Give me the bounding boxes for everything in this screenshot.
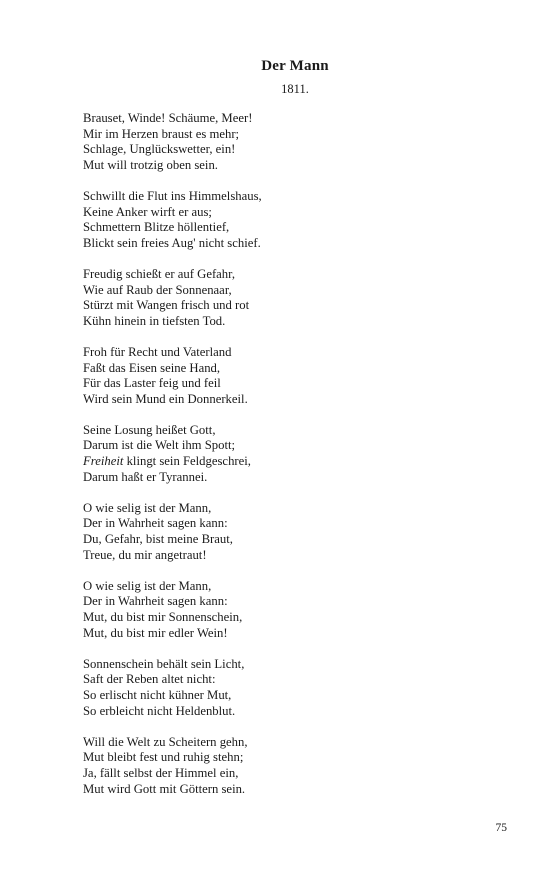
page-number: 75 [495,822,507,834]
verse-line: Schwillt die Flut ins Himmelshaus, [83,188,262,203]
stanza-1 [83,111,503,173]
verse-line: Will die Welt zu Scheitern gehn, [83,734,248,749]
stanza-3 [83,267,503,329]
emphasized-word: Freiheit [83,454,124,469]
verse-line: Wie auf Raub der Sonnenaar, [83,282,232,297]
verse-line: O wie selig ist der Mann, [83,500,212,515]
poem-body [83,111,503,813]
poem-year: 1811. [281,82,309,96]
verse-line: Kühn hinein in tiefsten Tod. [83,313,226,328]
verse-line: Sonnenschein behält sein Licht, [83,656,245,671]
verse-line: Darum haßt er Tyrannei. [83,469,208,484]
stanza-4 [83,345,503,407]
verse-line: Darum ist die Welt ihm Spott; [83,438,236,453]
verse-line: Mut, du bist mir Sonnenschein, [83,610,243,624]
verse-line: Stürzt mit Wangen frisch und rot [83,298,250,313]
stanza-5 [83,423,503,485]
verse-line: Mut will trotzig oben sein. [83,157,218,172]
verse-line: Faßt das Eisen seine Hand, [83,360,221,375]
stanza-8 [83,657,503,719]
verse-line: Blickt sein freies Aug' nicht schief. [83,235,261,250]
stanza-2 [83,189,503,251]
verse-line: Mir im Herzen braust es mehr; [83,126,240,141]
verse-line: Mut wird Gott mit Göttern sein. [83,781,246,796]
verse-line: So erbleicht nicht Heldenblut. [83,703,236,718]
verse-line: Mut bleibt fest und ruhig stehn; [83,750,244,765]
verse-line: Schlage, Unglückswetter, ein! [83,142,236,157]
verse-line: Wird sein Mund ein Donnerkeil. [83,391,248,406]
stanza-9 [83,735,503,797]
verse-line: Der in Wahrheit sagen kann: [83,594,228,609]
verse-line: Saft der Reben altet nicht: [83,672,216,687]
verse-line: So erlischt nicht kühner Mut, [83,687,232,702]
verse-line: Brauset, Winde! Schäume, Meer! [83,111,253,125]
stanza-7 [83,579,503,641]
verse-line: O wie selig ist der Mann, [83,578,212,593]
verse-line: Seine Losung heißet Gott, [83,422,216,437]
verse-line-rest: klingt sein Feldgeschrei, [123,454,251,469]
stanza-6 [83,501,503,563]
verse-line: Du, Gefahr, bist meine Braut, [83,532,233,547]
verse-line: Froh für Recht und Vaterland [83,344,232,359]
verse-line: Treue, du mir angetraut! [83,547,207,562]
verse-line: Der in Wahrheit sagen kann: [83,516,228,531]
verse-line: Schmettern Blitze höllentief, [83,220,230,235]
verse-line: Keine Anker wirft er aus; [83,204,212,219]
verse-line: Freudig schießt er auf Gefahr, [83,266,236,281]
verse-line: Für das Laster feig und feil [83,376,221,391]
poem-title: Der Mann [261,58,329,74]
verse-line: Ja, fällt selbst der Himmel ein, [83,765,239,780]
verse-line: Mut, du bist mir edler Wein! [83,625,228,640]
verse-line-with-emphasis [83,454,503,470]
